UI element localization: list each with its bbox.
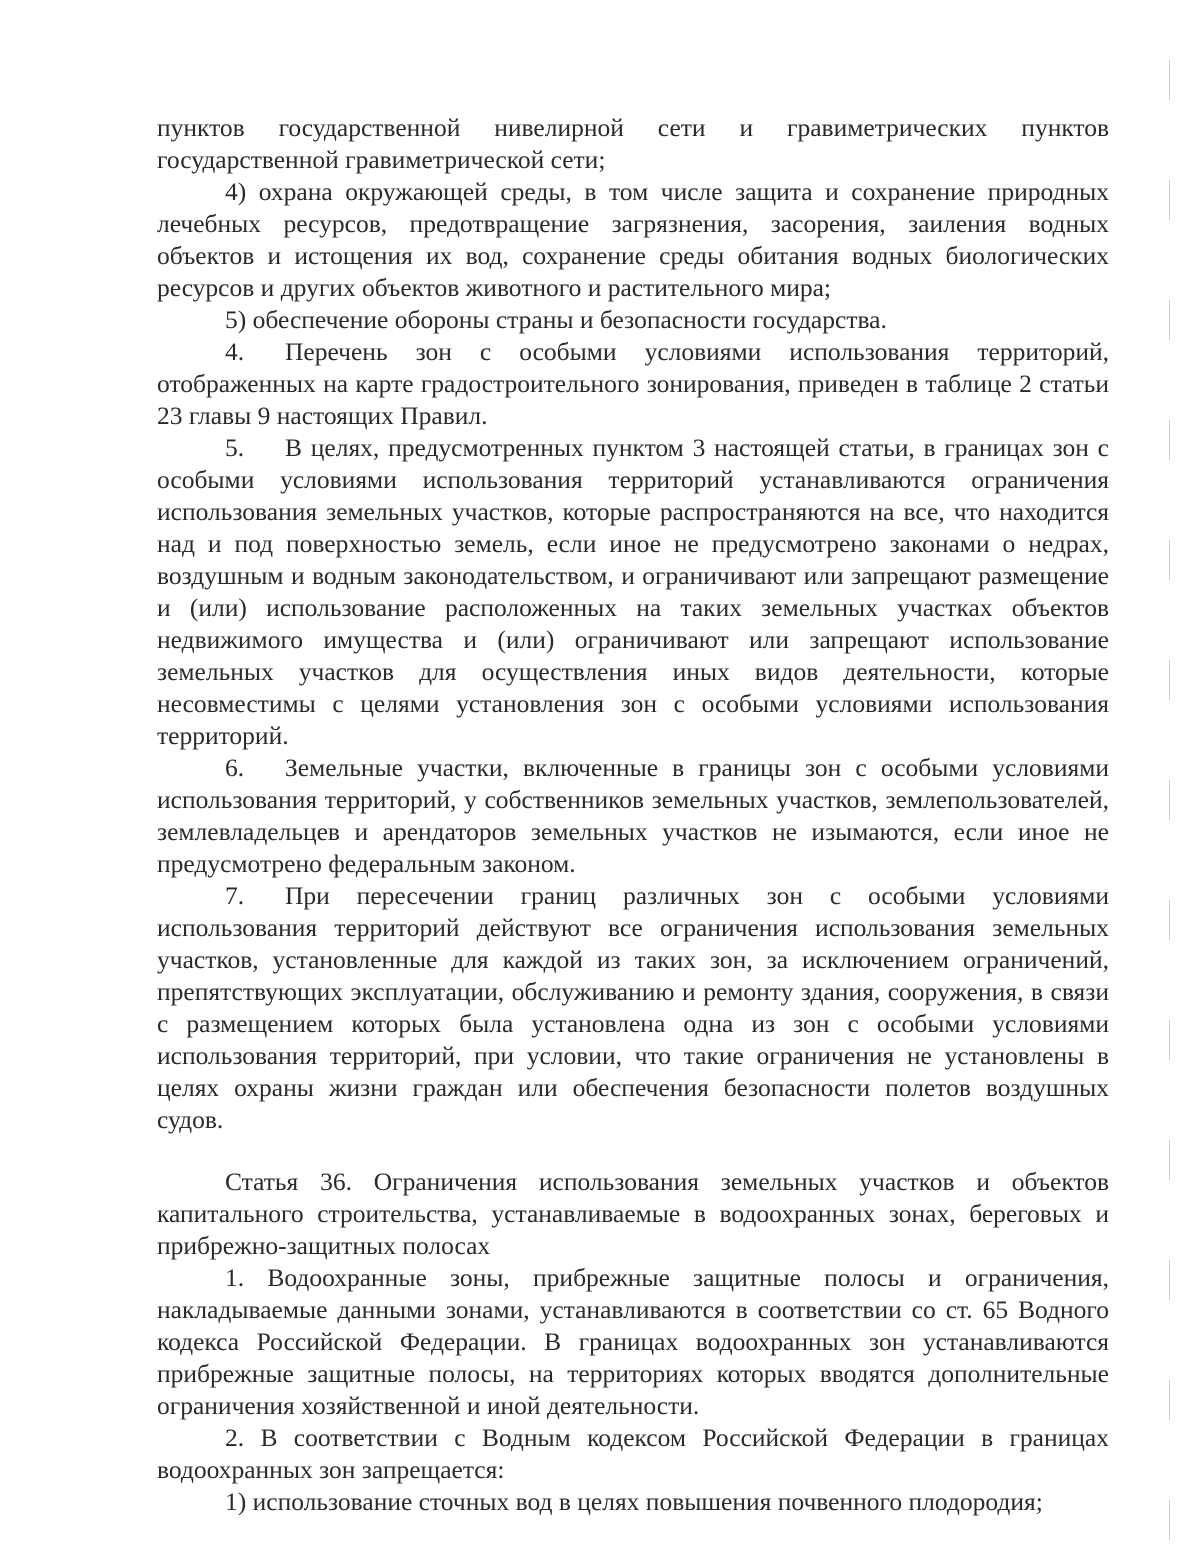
clause-number: 7. (225, 881, 245, 910)
article-36-heading: Статья 36. Ограничения использования земельных участков и объектов капитального строительства, устанавливаемые в водоохранных зонах, береговых и прибрежно-защитных полосах (157, 1167, 1109, 1260)
clause-text: Перечень зон с особыми условиями использования территорий, отображенных на карте градостроительного зонирования, приведен в таблице 2 статьи 23 главы 9 настоящих Правил. (157, 337, 1109, 430)
clause-text: В целях, предусмотренных пунктом 3 настоящей статьи, в границах зон с особыми условиями использования территорий устанавливаются ограничения использования земельных участков, которые распространяются на все, что находится над и под поверхностью земель, если иное не предусмотрено законами о недрах, воздушным и водным законодательством, и ограничивают или запрещают размещение и (или) использование расположенных на таких земельных участках объектов недвижимого имущества и (или) ограничивают или запрещают использование земельных участков для осуществления иных видов деятельности, которые несовместимы с целями установления зон с особыми условиями использования территорий. (157, 433, 1109, 750)
clause-number: 6. (225, 753, 245, 782)
document-page (157, 112, 1109, 1518)
paragraph-continuation: пунктов государственной нивелирной сети и гравиметрических пунктов государственной гравиметрической сети; (157, 113, 1109, 174)
scan-edge-mark (1169, 60, 1170, 1540)
clause-number: 5. (225, 433, 245, 462)
clause-4 (157, 336, 1109, 432)
clause-5 (157, 432, 1109, 752)
list-item-5-defense: 5) обеспечение обороны страны и безопасности государства. (225, 305, 887, 334)
article-list-item-1: 1) использование сточных вод в целях повышения почвенного плодородия; (225, 1487, 1043, 1516)
clause-number: 4. (225, 337, 245, 366)
article-clause-2: 2. В соответствии с Водным кодексом Российской Федерации в границах водоохранных зон запрещается: (157, 1423, 1109, 1484)
list-item-4-environment: 4) охрана окружающей среды, в том числе защита и сохранение природных лечебных ресурсов, предотвращение загрязнения, засорения, заиления водных объектов и истощения их вод, сохранение среды обитания водных биологических ресурсов и других объектов животного и растительного мира; (157, 177, 1109, 302)
clause-7 (157, 880, 1109, 1136)
clause-6 (157, 752, 1109, 880)
clause-text: При пересечении границ различных зон с особыми условиями использования территорий действуют все ограничения использования земельных участков, установленные для каждой из таких зон, за исключением ограничений, препятствующих эксплуатации, обслуживанию и ремонту здания, сооружения, в связи с размещением которых была установлена одна из зон с особыми условиями использования территорий, при условии, что такие ограничения не установлены в целях охраны жизни граждан или обеспечения безопасности полетов воздушных судов. (157, 881, 1109, 1134)
article-clause-1: 1. Водоохранные зоны, прибрежные защитные полосы и ограничения, накладываемые данными зонами, устанавливаются в соответствии со ст. 65 Водного кодекса Российской Федерации. В границах водоохранных зон устанавливаются прибрежные защитные полосы, на территориях которых вводятся дополнительные ограничения хозяйственной и иной деятельности. (157, 1263, 1109, 1420)
clause-text: Земельные участки, включенные в границы зон с особыми условиями использования территорий, у собственников земельных участков, землепользователей, землевладельцев и арендаторов земельных участков не изымаются, если иное не предусмотрено федеральным законом. (157, 753, 1109, 878)
section-gap (157, 1136, 1109, 1166)
